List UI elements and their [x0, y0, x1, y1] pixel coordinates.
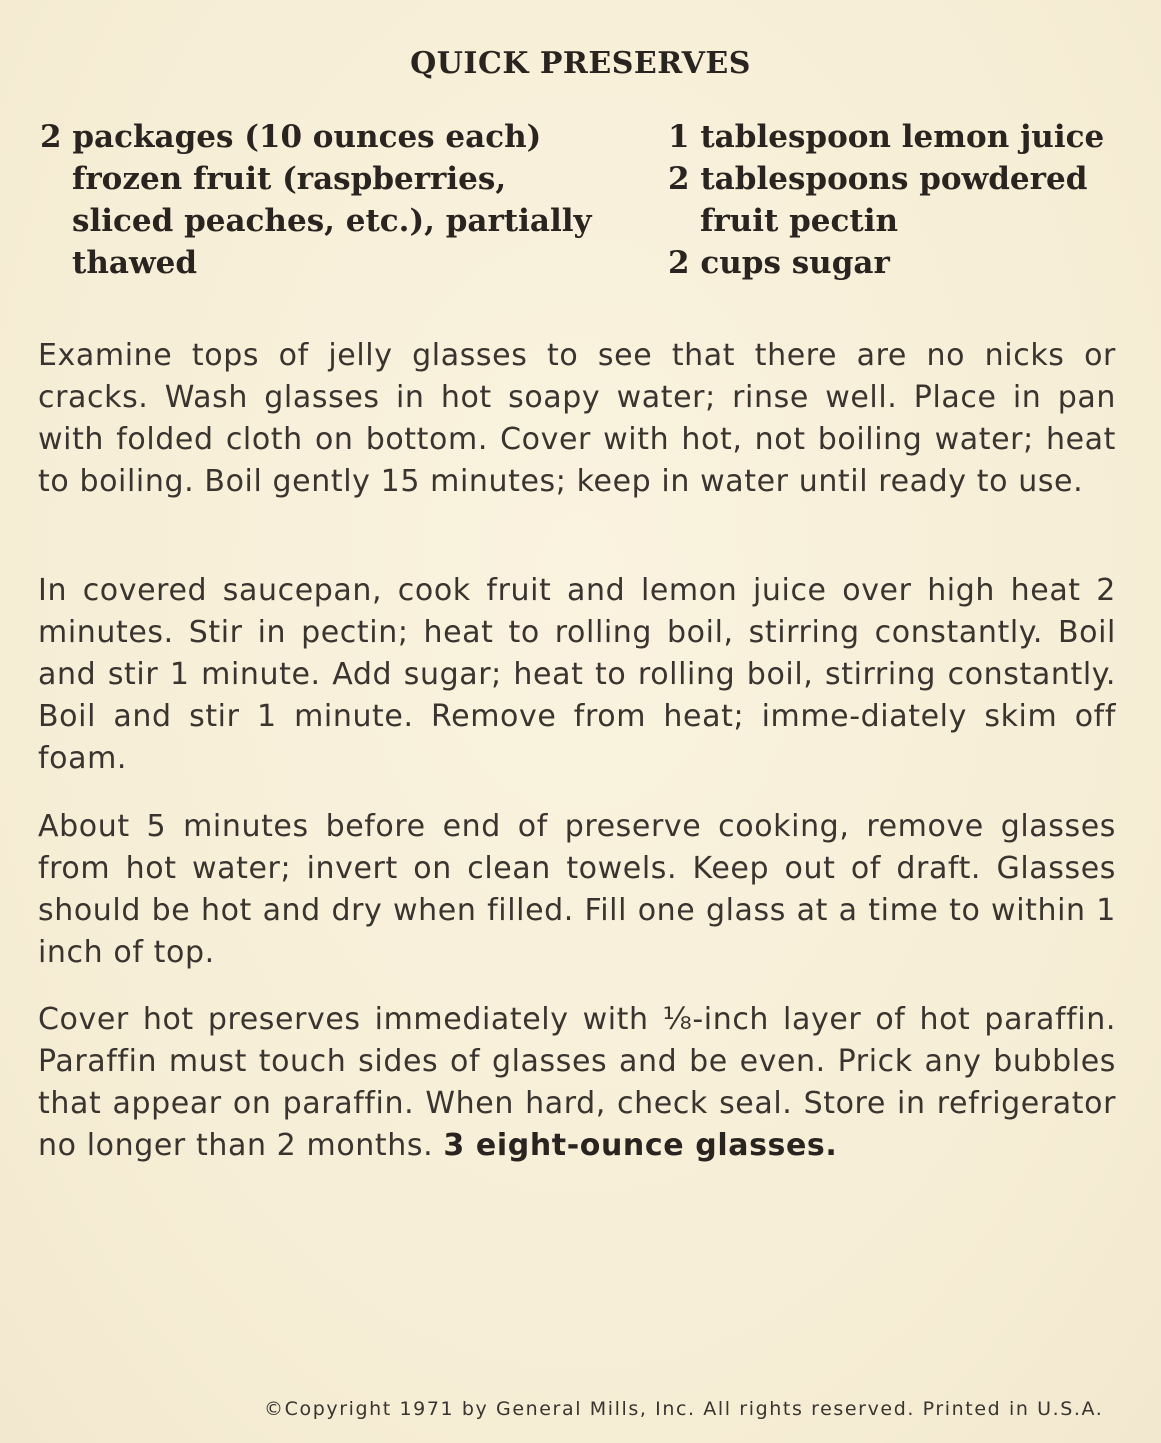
- ingredient-item: 2 packages (10 ounces each) frozen fruit (raspberries, sliced peaches, etc.), partially thawed: [40, 119, 592, 281]
- ingredients-right-column: [668, 116, 1138, 284]
- yield-text: 3 eight-ounce glasses.: [443, 1128, 838, 1163]
- instruction-paragraph-4: [38, 999, 1116, 1167]
- instruction-paragraph-1: Examine tops of jelly glasses to see that there are no nicks or cracks. Wash glasses in hot soapy water; rinse well. Place in pan with folded cloth on bottom. Cover with hot, not boiling water; heat to boiling. Boil gently 15 minutes; keep in water until ready to use.: [38, 338, 1116, 499]
- copyright-notice: ©Copyright 1971 by General Mills, Inc. All rights reserved. Printed in U.S.A.: [264, 1398, 1104, 1420]
- ingredients-left-column: [40, 116, 600, 284]
- instruction-paragraph-3: About 5 minutes before end of preserve cooking, remove glasses from hot water; invert on clean towels. Keep out of draft. Glasses should be hot and dry when filled. Fill one glass at a time to within 1 inch of top.: [38, 809, 1116, 970]
- instruction-text: Cover hot preserves immediately with ⅛-inch layer of hot paraffin. Paraffin must touch sides of glasses and be even. Prick any bubbles that appear on paraffin. When hard, check seal. Store in refrigerator no longer than 2 months.: [38, 1002, 1116, 1163]
- ingredient-item: 2 tablespoons powdered fruit pectin: [668, 161, 1088, 239]
- ingredient-item: 2 cups sugar: [668, 245, 890, 281]
- instruction-paragraph-2: In covered saucepan, cook fruit and lemon juice over high heat 2 minutes. Stir in pectin; heat to rolling boil, stirring constantly. Boil and stir 1 minute. Add sugar; heat to rolling boil, stirring constantly. Boil and stir 1 minute. Remove from heat; imme-diately skim off foam.: [38, 573, 1116, 776]
- ingredient-item: 1 tablespoon lemon juice: [668, 119, 1105, 155]
- recipe-title: QUICK PRESERVES: [410, 46, 751, 81]
